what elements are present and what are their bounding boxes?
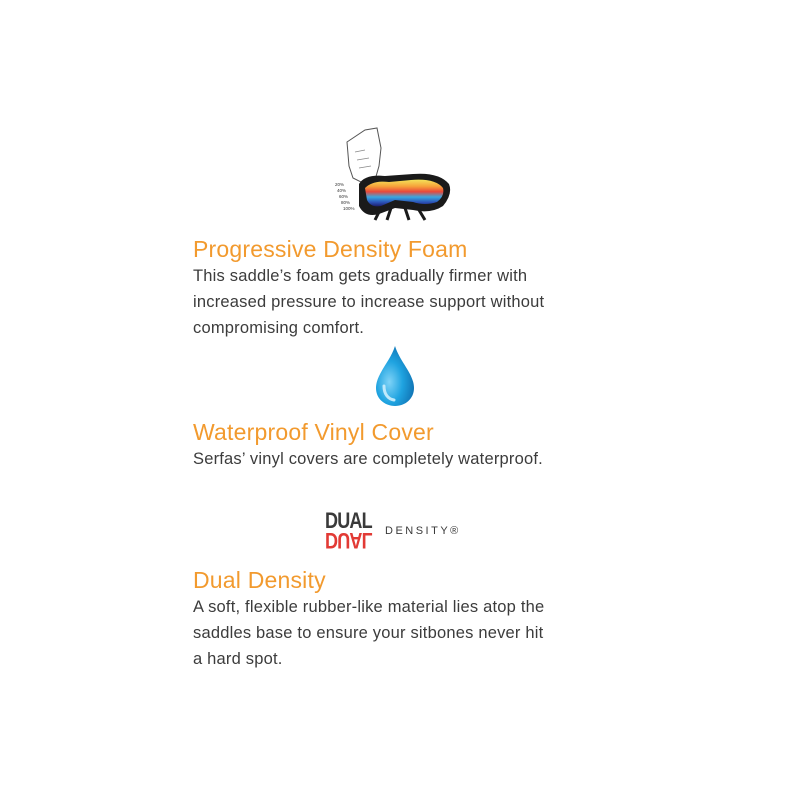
water-drop-icon [372,344,418,408]
feature-description-line: a hard spot. [193,650,283,668]
scale-label: 20% [335,182,345,187]
dual-density-logo [325,510,475,554]
feature-description-line: compromising comfort. [193,319,365,337]
feature-description-line: saddles base to ensure your sitbones never hit [193,624,544,642]
feature-description-line: A soft, flexible rubber-like material lies atop the [193,598,545,616]
feature-description-line: This saddle’s foam gets gradually firmer with [193,267,528,285]
logo-word: DUAL [325,508,372,533]
logo-suffix: DENSITY® [385,525,461,537]
logo-word-reflection: DUAL [325,528,372,553]
feature-waterproof-vinyl-cover [193,418,633,472]
scale-label: 60% [339,194,349,199]
feature-description-line: Serfas’ vinyl covers are completely waterproof. [193,450,543,468]
feature-description-line: increased pressure to increase support without [193,293,545,311]
scale-label: 40% [337,188,347,193]
feature-title: Dual Density [193,567,326,593]
scale-label: 80% [341,200,351,205]
feature-progressive-density-foam [193,235,633,341]
feature-dual-density [193,566,633,672]
feature-title: Progressive Density Foam [193,236,468,262]
feature-title: Waterproof Vinyl Cover [193,419,434,445]
scale-label: 100% [343,206,355,211]
saddle-foam-icon [335,122,455,222]
